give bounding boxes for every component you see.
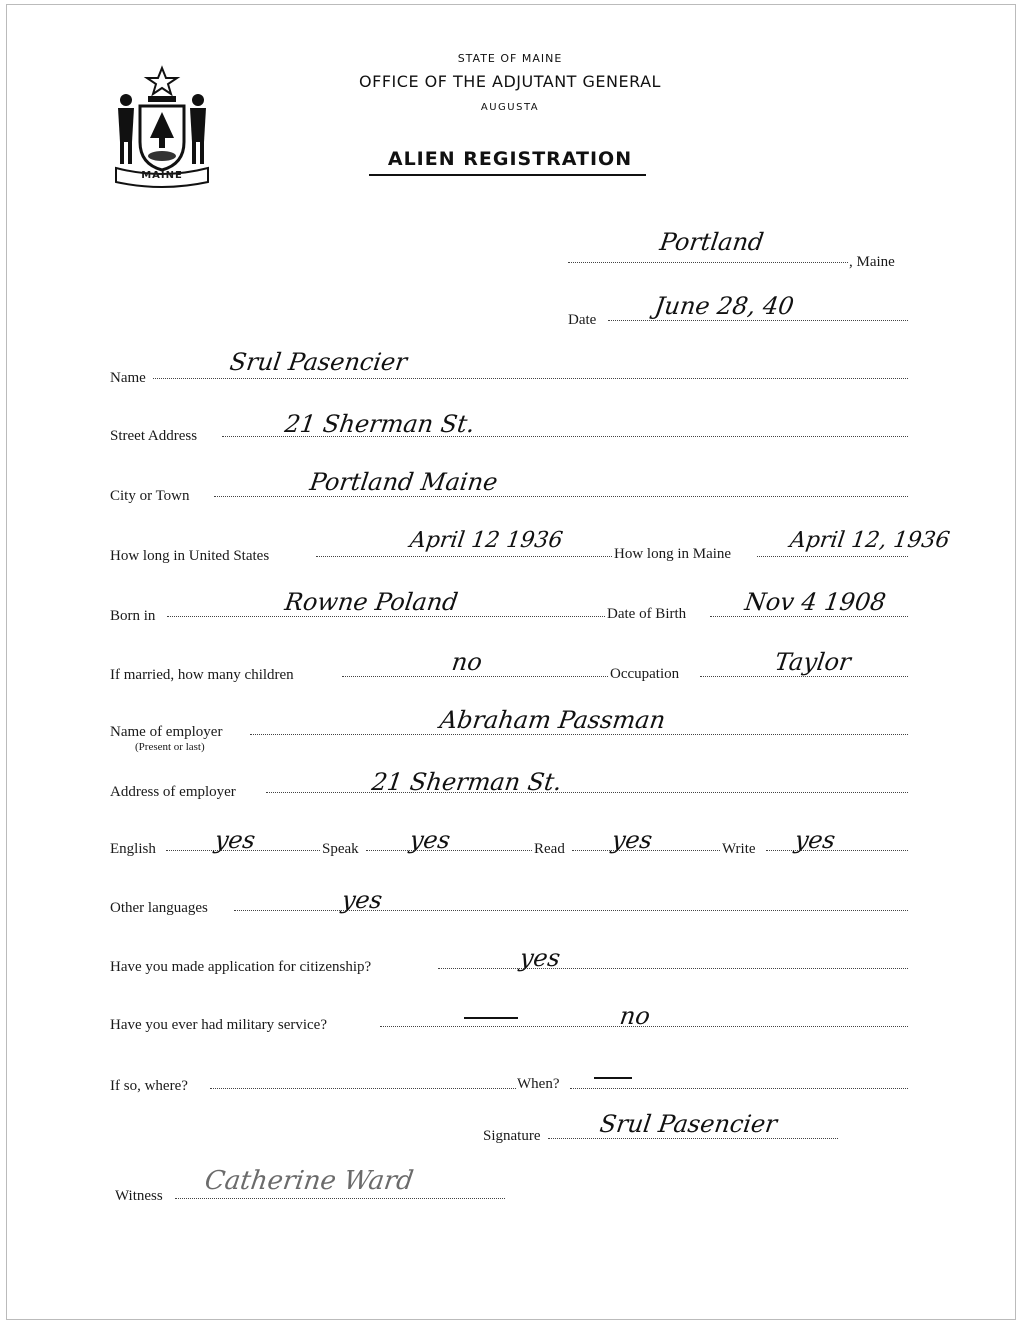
date-label: Date (568, 312, 597, 328)
born-in-value: Rowne Poland (283, 588, 460, 616)
long-maine-line (757, 556, 908, 557)
signature-line (548, 1138, 838, 1139)
place-value: Portland (658, 228, 766, 256)
citizenship-line (438, 968, 908, 969)
street-value: 21 Sherman St. (283, 410, 477, 438)
signature-label: Signature (483, 1128, 541, 1144)
read-label: Read (534, 841, 565, 857)
english-value: yes (213, 826, 258, 854)
long-us-label: How long in United States (110, 548, 270, 564)
citizenship-value: yes (518, 944, 563, 972)
occupation-line (700, 676, 908, 677)
long-maine-label: How long in Maine (614, 546, 732, 562)
employer-value: Abraham Passman (438, 706, 668, 734)
dob-value: Nov 4 1908 (743, 588, 888, 616)
write-line (766, 850, 908, 851)
name-label: Name (110, 370, 146, 386)
city-label: City or Town (110, 488, 190, 504)
citizenship-label: Have you made application for citizenship? (110, 959, 372, 975)
signature-value: Srul Pasencier (598, 1110, 779, 1138)
read-value: yes (610, 826, 655, 854)
name-value: Srul Pasencier (228, 348, 409, 376)
name-line (153, 378, 908, 379)
children-line (342, 676, 608, 677)
date-value: June 28, 40 (653, 292, 796, 320)
military-value: no (618, 1002, 652, 1030)
other-languages-value: yes (340, 886, 385, 914)
street-label: Street Address (110, 428, 198, 444)
write-value: yes (793, 826, 838, 854)
dob-line (710, 616, 908, 617)
where-label: If so, where? (110, 1078, 188, 1094)
other-languages-line (234, 910, 908, 911)
seal-banner-text: MAINE (141, 170, 183, 181)
witness-value: Catherine Ward (202, 1166, 416, 1196)
employer-sublabel: (Present or last) (135, 741, 205, 753)
date-line (608, 320, 908, 321)
where-line (210, 1088, 516, 1089)
employer-address-value: 21 Sherman St. (370, 768, 564, 796)
header-office: OFFICE OF THE ADJUTANT GENERAL (359, 72, 661, 91)
long-us-value: April 12 1936 (408, 528, 565, 553)
employer-address-label: Address of employer (110, 784, 236, 800)
born-in-label: Born in (110, 608, 156, 624)
occupation-value: Taylor (773, 648, 853, 676)
header-city: AUGUSTA (480, 102, 540, 113)
employer-label: Name of employer (110, 724, 223, 740)
witness-line (175, 1198, 505, 1199)
maine-label: , Maine (849, 254, 895, 270)
children-value: no (450, 648, 484, 676)
occupation-label: Occupation (610, 666, 680, 682)
speak-label: Speak (322, 841, 359, 857)
when-label: When? (517, 1076, 560, 1092)
english-label: English (110, 841, 156, 857)
speak-line (366, 850, 532, 851)
witness-label: Witness (115, 1188, 163, 1204)
employer-address-line (266, 792, 908, 793)
write-label: Write (722, 841, 756, 857)
dob-label: Date of Birth (607, 606, 687, 622)
city-value: Portland Maine (308, 468, 500, 496)
long-maine-value: April 12, 1936 (788, 528, 952, 553)
title-underline (369, 174, 646, 176)
when-dash (594, 1077, 632, 1079)
employer-line (250, 734, 908, 735)
other-languages-label: Other languages (110, 900, 208, 916)
place-line (568, 262, 848, 263)
children-label: If married, how many children (110, 667, 294, 683)
long-us-line (316, 556, 612, 557)
military-dash (464, 1017, 518, 1019)
born-in-line (167, 616, 605, 617)
form-title: ALIEN REGISTRATION (387, 148, 633, 170)
when-line (570, 1088, 908, 1089)
speak-value: yes (408, 826, 453, 854)
city-line (214, 496, 908, 497)
header-state: STATE OF MAINE (457, 52, 563, 65)
form-border (6, 4, 1016, 1320)
military-label: Have you ever had military service? (110, 1017, 327, 1033)
